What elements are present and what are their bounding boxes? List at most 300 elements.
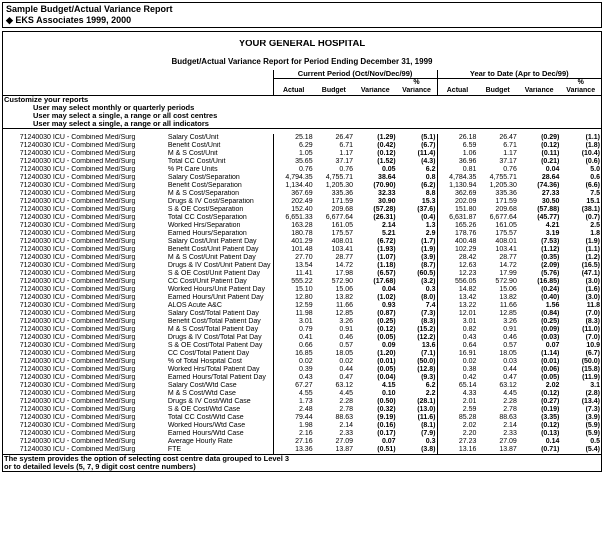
table-row [3, 166, 601, 174]
cost-centre-cell: 71240030 [19, 286, 51, 293]
indicator-cell: M & S Cost/Total Patient Day [167, 326, 259, 333]
budget-current-cell: 0.02 [339, 358, 354, 365]
variance-ytd-cell: (0.12) [541, 390, 560, 397]
pct-header-current: % [413, 79, 420, 86]
budget-current-cell: 572.90 [331, 278, 354, 285]
variance-ytd-cell: (57.88) [537, 206, 560, 213]
department-cell: ICU - Combined Med/Surg [52, 318, 136, 325]
variance-current-cell: (0.05) [377, 366, 396, 373]
indicator-cell: CC Cost/Total Patient Day [167, 350, 250, 357]
cost-centre-cell: 71240030 [19, 326, 51, 333]
actual-ytd-cell: 6,631.87 [437, 214, 477, 222]
table-row [3, 366, 601, 374]
pct-variance-ytd-cell: (7.3) [585, 406, 600, 413]
actual-ytd-cell: 13.42 [437, 294, 477, 302]
budget-current-cell: 3.26 [339, 318, 354, 325]
budget-current-cell: 2.28 [339, 398, 354, 405]
table-row [3, 206, 601, 214]
customize-label: Customize your reports [4, 95, 89, 104]
variance-ytd-cell: (45.77) [537, 214, 560, 221]
table-row [3, 342, 601, 350]
variance-ytd-cell: 27.33 [541, 190, 560, 197]
budget-ytd-cell: 161.05 [495, 222, 517, 229]
actual-current-cell: 11.41 [273, 270, 313, 278]
variance-ytd-cell: 3.19 [545, 230, 560, 237]
actual-current-cell: 27.70 [273, 254, 313, 262]
header-line-1: Sample Budget/Actual Variance Report [6, 4, 173, 14]
budget-ytd-cell: 27.09 [499, 438, 517, 445]
variance-current-cell: (26.31) [373, 214, 396, 221]
actual-ytd-cell: 3.01 [437, 318, 477, 326]
group-current-period: Current Period (Oct/Nov/Dec/99) [273, 70, 437, 79]
budget-ytd-cell: 175.57 [495, 230, 517, 237]
pct-variance-ytd-cell: 0.6 [590, 174, 600, 181]
budget-current-cell: 6,677.64 [325, 214, 354, 221]
pct-variance-current-cell: (8.3) [421, 318, 436, 325]
actual-current-cell: 2.16 [273, 430, 313, 438]
footer-row-1 [3, 455, 601, 464]
group-header-row [3, 70, 601, 79]
indicator-cell: FTE [167, 446, 182, 453]
actual-ytd-cell: 102.29 [437, 246, 477, 254]
table-row [3, 390, 601, 398]
subtitle-row [3, 58, 601, 66]
budget-ytd-cell: 13.87 [499, 446, 517, 453]
department-cell: ICU - Combined Med/Surg [52, 342, 136, 349]
table-row [3, 150, 601, 158]
actual-ytd-cell: 27.23 [437, 438, 477, 446]
department-cell: ICU - Combined Med/Surg [52, 326, 136, 333]
variance-ytd-cell: (0.19) [541, 406, 560, 413]
budget-current-cell: 14.72 [335, 262, 354, 269]
actual-current-cell: 4,794.35 [273, 174, 313, 182]
actual-ytd-cell: 0.81 [437, 166, 477, 174]
variance-current-cell: 0.93 [381, 302, 396, 309]
budget-ytd-cell: 0.46 [503, 334, 517, 341]
pct-variance-current-cell: (3.2) [421, 278, 436, 285]
cost-centre-cell: 71240030 [19, 382, 51, 389]
variance-current-cell: (0.17) [377, 430, 396, 437]
cost-centre-cell: 71240030 [19, 174, 51, 181]
variance-current-cell: 0.10 [381, 390, 396, 397]
cost-centre-cell: 71240030 [19, 334, 51, 341]
pct-variance-ytd-cell: (7.0) [585, 310, 600, 317]
variance-ytd-cell: (0.05) [541, 374, 560, 381]
pct-variance-ytd-cell: (11.9) [582, 374, 600, 381]
pct-variance-current-cell: (9.3) [421, 374, 436, 381]
cost-centre-cell: 71240030 [19, 182, 51, 189]
customize-item: User may select monthly or quarterly periods [33, 104, 195, 112]
customize-item-row-2 [3, 120, 601, 129]
variance-table [3, 32, 601, 471]
cost-centre-cell: 71240030 [19, 438, 51, 445]
budget-ytd-cell: 2.14 [503, 422, 517, 429]
cost-centre-cell: 71240030 [19, 350, 51, 357]
budget-current-cell: 2.14 [339, 422, 354, 429]
budget-ytd-cell: 2.33 [503, 430, 517, 437]
pct-variance-current-cell: (5.1) [421, 134, 436, 141]
indicator-cell: S & OE Cost/Total Patient Day [167, 342, 263, 349]
budget-current-cell: 37.17 [335, 158, 354, 165]
pct-variance-current-cell: (8.7) [421, 262, 436, 269]
indicator-cell: Total CC Cost/Unit [167, 158, 226, 165]
actual-ytd-cell: 2.20 [437, 430, 477, 438]
actual-ytd-cell: 28.42 [437, 254, 477, 262]
indicator-cell: Benefit Cost/Unit [167, 142, 221, 149]
variance-current-cell: (1.20) [377, 350, 396, 357]
department-cell: ICU - Combined Med/Surg [52, 198, 136, 205]
cost-centre-cell: 71240030 [19, 406, 51, 413]
table-row [3, 158, 601, 166]
indicator-cell: Earned Hours/Total Patient Day [167, 374, 266, 381]
indicator-cell: % of Total Hospital Cost [167, 358, 242, 365]
pct-variance-current-cell: 1.3 [425, 222, 436, 229]
pct-variance-ytd-cell: (6.7) [585, 350, 600, 357]
actual-ytd-cell: 165.26 [437, 222, 477, 230]
department-cell: ICU - Combined Med/Surg [52, 222, 136, 229]
budget-ytd-cell: 26.47 [499, 134, 517, 141]
cost-centre-cell: 71240030 [19, 374, 51, 381]
pct-variance-ytd-cell: (2.8) [585, 390, 600, 397]
actual-current-cell: 152.40 [273, 206, 313, 214]
budget-ytd-cell: 2.78 [503, 406, 517, 413]
actual-current-cell: 0.02 [273, 358, 313, 366]
variance-current-cell: (0.05) [377, 334, 396, 341]
actual-current-cell: 163.28 [273, 222, 313, 230]
pct-variance-current-cell: 2.9 [425, 230, 436, 237]
pct-variance-ytd-cell: (3.9) [585, 414, 600, 421]
table-row [3, 318, 601, 326]
actual-ytd-cell: 13.16 [437, 446, 477, 455]
actual-ytd-cell: 362.69 [437, 190, 477, 198]
budget-current-cell: 408.01 [331, 238, 354, 245]
budget-current-cell: 209.68 [331, 206, 354, 213]
pct-variance-ytd-cell: 11.8 [586, 302, 600, 309]
cost-centre-cell: 71240030 [19, 246, 51, 253]
actual-ytd-cell: 0.02 [437, 358, 477, 366]
table-row [3, 334, 601, 342]
pct-header-row [3, 79, 601, 88]
actual-ytd-cell: 556.05 [437, 278, 477, 286]
table-row [3, 358, 601, 366]
variance-ytd-cell: 4.21 [545, 222, 560, 229]
pct-variance-ytd-cell: (3.0) [585, 294, 600, 301]
variance-ytd-cell: (0.25) [541, 318, 560, 325]
table-row [3, 198, 601, 206]
department-cell: ICU - Combined Med/Surg [52, 270, 136, 277]
variance-current-cell: (1.93) [377, 246, 396, 253]
pct-variance-ytd-cell: (1.8) [585, 142, 600, 149]
budget-current-cell: 12.85 [335, 310, 354, 317]
table-row [3, 246, 601, 254]
indicator-cell: Worked Hours/Wtd Case [167, 422, 246, 429]
table-row [3, 374, 601, 382]
table-row [3, 430, 601, 438]
cost-centre-cell: 71240030 [19, 238, 51, 245]
customize-item-row-1 [3, 112, 601, 120]
indicator-cell: Salary Cost/Total Patient Day [167, 310, 259, 317]
indicator-cell: Earned Hours/Unit Patient Day [167, 294, 264, 301]
customize-item: User may select a single, a range or all cost centres [33, 112, 218, 120]
budget-ytd-cell: 2.28 [503, 398, 517, 405]
department-cell: ICU - Combined Med/Surg [52, 334, 136, 341]
pct-variance-ytd-cell: (16.5) [581, 262, 600, 269]
actual-ytd-cell: 400.48 [437, 238, 477, 246]
budget-current-cell: 27.09 [335, 438, 354, 445]
table-row [3, 302, 601, 310]
variance-current-cell: (6.72) [377, 238, 396, 245]
variance-ytd-cell: 28.64 [541, 174, 560, 181]
variance-current-cell: 0.07 [381, 438, 396, 445]
pct-variance-current-cell: (60.5) [417, 270, 436, 277]
variance-ytd-cell: (0.27) [541, 398, 560, 405]
budget-ytd-cell: 3.26 [503, 318, 517, 325]
budget-current-cell: 2.78 [339, 406, 354, 413]
actual-ytd-cell: 85.28 [437, 414, 477, 422]
variance-current-cell: (0.42) [377, 142, 396, 149]
budget-current-cell: 11.66 [336, 302, 354, 309]
indicator-cell: S & OE Cost/Unit Patient Day [167, 270, 261, 277]
spreadsheet [2, 31, 602, 472]
cost-centre-cell: 71240030 [19, 294, 51, 301]
pct-variance-current-cell: (28.1) [417, 398, 436, 405]
department-cell: ICU - Combined Med/Surg [52, 214, 136, 221]
variance-current-cell: (6.57) [377, 270, 396, 277]
pct-variance-current-cell: (13.0) [417, 406, 436, 413]
pct-variance-current-cell: 2.2 [425, 390, 436, 397]
variance-current-cell: (0.51) [377, 446, 396, 453]
actual-current-cell: 13.36 [273, 446, 313, 455]
budget-ytd-cell: 88.63 [499, 414, 517, 421]
table-row [3, 398, 601, 406]
pct-variance-current-cell: (50.0) [417, 358, 436, 365]
pct-variance-ytd-cell: (1.6) [585, 286, 600, 293]
actual-ytd-cell: 26.18 [437, 134, 477, 142]
department-cell: ICU - Combined Med/Surg [52, 406, 136, 413]
table-row [3, 382, 601, 390]
pct-variance-ytd-cell: 0.5 [590, 438, 600, 445]
budget-current-cell: 1.17 [339, 150, 354, 157]
variance-current-cell: 32.33 [378, 190, 396, 197]
budget-ytd-cell: 0.57 [503, 342, 517, 349]
document-header [2, 2, 602, 28]
pct-variance-ytd-cell: (5.9) [585, 422, 600, 429]
department-cell: ICU - Combined Med/Surg [52, 262, 136, 269]
indicator-cell: Earned Hours/Wtd Case [167, 430, 244, 437]
cost-centre-cell: 71240030 [19, 358, 51, 365]
cost-centre-cell: 71240030 [19, 318, 51, 325]
pct-variance-ytd-cell: 7.5 [590, 190, 600, 197]
budget-ytd-cell: 1,205.30 [489, 182, 517, 189]
variance-current-cell: (0.12) [377, 326, 396, 333]
col-budget-ytd: Budget [477, 87, 517, 96]
pct-variance-ytd-cell: 15.1 [586, 198, 600, 205]
variance-ytd-cell: (16.85) [537, 278, 560, 285]
variance-current-cell: 38.64 [378, 174, 396, 181]
pct-variance-ytd-cell: (1.1) [585, 246, 600, 253]
indicator-cell: Salary Cost/Separation [167, 174, 240, 181]
budget-current-cell: 0.47 [339, 374, 354, 381]
table-row [3, 350, 601, 358]
budget-current-cell: 28.77 [335, 254, 354, 261]
table-row [3, 174, 601, 182]
actual-current-cell: 1,134.40 [273, 182, 313, 190]
col-actual-current: Actual [273, 87, 313, 96]
actual-current-cell: 13.54 [273, 262, 313, 270]
variance-ytd-cell: (0.12) [541, 422, 560, 429]
indicator-cell: M & S Cost/Wtd Case [167, 390, 236, 397]
table-row [3, 254, 601, 262]
pct-variance-ytd-cell: (6.6) [585, 182, 600, 189]
actual-current-cell: 1.05 [273, 150, 313, 158]
department-cell: ICU - Combined Med/Surg [52, 302, 136, 309]
indicator-cell: % Pt Care Units [167, 166, 218, 173]
actual-ytd-cell: 0.64 [437, 342, 477, 350]
pct-variance-current-cell: 13.6 [421, 342, 436, 349]
budget-ytd-cell: 28.77 [499, 254, 517, 261]
department-cell: ICU - Combined Med/Surg [52, 398, 136, 405]
actual-current-cell: 0.39 [273, 366, 313, 374]
variance-ytd-cell: (0.35) [541, 254, 560, 261]
cost-centre-cell: 71240030 [19, 142, 51, 149]
indicator-cell: M & S Cost/Unit [167, 150, 218, 157]
report-title: YOUR GENERAL HOSPITAL [238, 40, 366, 48]
budget-ytd-cell: 4,755.71 [489, 174, 517, 181]
pct-variance-ytd-cell: (7.0) [585, 334, 600, 341]
actual-current-cell: 6.29 [273, 142, 313, 150]
variance-ytd-cell: 0.04 [545, 166, 560, 173]
actual-ytd-cell: 1.06 [437, 150, 477, 158]
actual-current-cell: 0.43 [273, 374, 313, 382]
variance-ytd-cell: (1.12) [541, 246, 560, 253]
cost-centre-cell: 71240030 [19, 134, 51, 141]
cost-centre-cell: 71240030 [19, 422, 51, 429]
table-row [3, 422, 601, 430]
variance-ytd-cell: (3.35) [541, 414, 560, 421]
department-cell: ICU - Combined Med/Surg [52, 158, 136, 165]
table-row [3, 278, 601, 286]
table-row [3, 222, 601, 230]
variance-current-cell: (0.16) [377, 422, 396, 429]
variance-ytd-cell: (0.40) [541, 294, 560, 301]
actual-ytd-cell: 12.23 [437, 270, 477, 278]
department-cell: ICU - Combined Med/Surg [52, 374, 136, 381]
variance-current-cell: 0.05 [381, 166, 396, 173]
variance-ytd-cell: (0.29) [541, 134, 560, 141]
budget-ytd-cell: 11.66 [499, 302, 517, 309]
pct-variance-ytd-cell: 10.9 [586, 342, 600, 349]
variance-ytd-cell: (0.11) [541, 150, 560, 157]
actual-ytd-cell: 12.63 [437, 262, 477, 270]
department-cell: ICU - Combined Med/Surg [52, 190, 136, 197]
pct-variance-ytd-cell: (1.1) [585, 134, 600, 141]
actual-current-cell: 1.98 [273, 422, 313, 430]
actual-current-cell: 79.44 [273, 414, 313, 422]
cost-centre-cell: 71240030 [19, 214, 51, 221]
cost-centre-cell: 71240030 [19, 278, 51, 285]
variance-current-cell: (57.28) [373, 206, 396, 213]
budget-ytd-cell: 1.17 [503, 150, 517, 157]
actual-current-cell: 15.10 [273, 286, 313, 294]
budget-current-cell: 0.44 [339, 366, 354, 373]
department-cell: ICU - Combined Med/Surg [52, 246, 136, 253]
budget-current-cell: 171.59 [331, 198, 354, 205]
actual-ytd-cell: 13.22 [437, 302, 477, 310]
department-cell: ICU - Combined Med/Surg [52, 230, 136, 237]
table-row [3, 182, 601, 190]
department-cell: ICU - Combined Med/Surg [52, 382, 136, 389]
budget-ytd-cell: 572.90 [495, 278, 517, 285]
pct-variance-current-cell: (4.3) [421, 158, 436, 165]
variance-ytd-cell: (0.09) [541, 326, 560, 333]
variance-ytd-cell: 30.50 [541, 198, 560, 205]
cost-centre-cell: 71240030 [19, 206, 51, 213]
pct-variance-ytd-cell: (11.0) [582, 326, 600, 333]
variance-ytd-cell: (0.24) [541, 286, 560, 293]
department-cell: ICU - Combined Med/Surg [52, 438, 136, 445]
pct-variance-current-cell: (7.9) [421, 430, 436, 437]
actual-current-cell: 12.80 [273, 294, 313, 302]
table-row [3, 142, 601, 150]
indicator-cell: ALOS Acute A&C [167, 302, 222, 309]
department-cell: ICU - Combined Med/Surg [52, 166, 136, 173]
budget-ytd-cell: 13.82 [499, 294, 517, 301]
pct-variance-current-cell: (8.1) [421, 422, 436, 429]
actual-ytd-cell: 4,784.35 [437, 174, 477, 182]
variance-current-cell: (9.19) [377, 414, 396, 421]
pct-variance-current-cell: (1.7) [421, 238, 436, 245]
actual-ytd-cell: 36.96 [437, 158, 477, 166]
pct-variance-ytd-cell: 1.8 [590, 230, 600, 237]
actual-current-cell: 0.79 [273, 326, 313, 334]
budget-current-cell: 103.41 [331, 246, 354, 253]
variance-current-cell: 4.15 [381, 382, 396, 389]
pct-variance-current-cell: 0.3 [425, 438, 436, 445]
col-variance-current: Variance [354, 87, 397, 96]
variance-current-cell: 0.04 [381, 286, 396, 293]
actual-current-cell: 0.76 [273, 166, 313, 174]
indicator-cell: S & OE Cost/Wtd Case [167, 406, 241, 413]
actual-ytd-cell: 6.59 [437, 142, 477, 150]
pct-variance-current-cell: (1.9) [421, 246, 436, 253]
actual-current-cell: 3.01 [273, 318, 313, 326]
pct-variance-current-cell: (3.9) [421, 254, 436, 261]
actual-current-cell: 16.85 [273, 350, 313, 358]
pct-variance-current-cell: (6.2) [421, 182, 436, 189]
table-row [3, 406, 601, 414]
cost-centre-cell: 71240030 [19, 302, 51, 309]
cost-centre-cell: 71240030 [19, 366, 51, 373]
actual-ytd-cell: 1,130.94 [437, 182, 477, 190]
actual-current-cell: 4.55 [273, 390, 313, 398]
actual-ytd-cell: 16.91 [437, 350, 477, 358]
actual-current-cell: 180.78 [273, 230, 313, 238]
budget-current-cell: 88.63 [335, 414, 354, 421]
cost-centre-cell: 71240030 [19, 270, 51, 277]
cost-centre-cell: 71240030 [19, 414, 51, 421]
column-header-row [3, 87, 601, 96]
col-actual-ytd: Actual [437, 87, 477, 96]
department-cell: ICU - Combined Med/Surg [52, 142, 136, 149]
footer-line-2: or to detailed levels (5, 7, 9 digit cost centre numbers) [4, 463, 196, 471]
col-pct-variance-current: Variance [397, 87, 437, 96]
table-row [3, 446, 601, 455]
indicator-cell: Average Hourly Rate [167, 438, 233, 445]
budget-ytd-cell: 0.03 [503, 358, 517, 365]
variance-ytd-cell: (0.21) [541, 158, 560, 165]
variance-ytd-cell: (7.53) [541, 238, 560, 245]
indicator-cell: Drugs & IV Cost/Unit Patient Day [167, 262, 271, 269]
